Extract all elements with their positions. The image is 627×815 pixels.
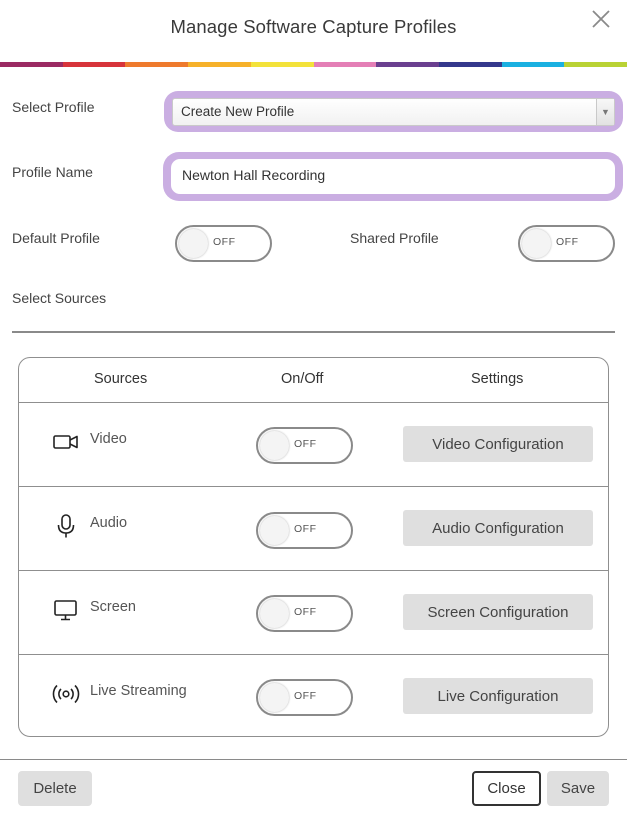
monitor-icon (52, 598, 80, 622)
table-row (19, 655, 608, 737)
dialog-header (0, 0, 627, 62)
live-streaming-toggle[interactable] (256, 679, 353, 716)
toggle-state: OFF (294, 438, 317, 450)
microphone-icon (52, 514, 80, 538)
profile-name-input[interactable]: Newton Hall Recording (171, 159, 615, 194)
footer-divider (0, 759, 627, 760)
stripe-segment (188, 62, 251, 67)
color-stripe (0, 62, 627, 67)
screen-toggle[interactable] (256, 595, 353, 632)
header-sources: Sources (94, 371, 148, 387)
section-divider (12, 331, 615, 333)
default-profile-label: Default Profile (12, 230, 100, 246)
close-button[interactable]: Close (472, 771, 541, 806)
toggle-state: OFF (294, 606, 317, 618)
select-profile-label: Select Profile (12, 99, 95, 115)
toggle-knob (260, 431, 289, 460)
profile-name-highlight (163, 152, 623, 201)
broadcast-icon (52, 682, 80, 706)
stripe-segment (502, 62, 565, 67)
stripe-segment (251, 62, 314, 67)
dialog-title: Manage Software Capture Profiles (170, 16, 457, 37)
audio-configuration-button[interactable]: Audio Configuration (403, 510, 593, 546)
select-profile-highlight (164, 91, 623, 132)
source-label: Live Streaming (90, 683, 187, 699)
source-label: Video (90, 431, 127, 447)
toggle-state: OFF (213, 236, 236, 248)
toggle-knob (522, 229, 551, 258)
shared-profile-label: Shared Profile (350, 230, 439, 246)
close-x-icon[interactable] (589, 7, 613, 31)
default-profile-toggle[interactable] (175, 225, 272, 262)
header-on-off: On/Off (281, 371, 324, 387)
video-toggle[interactable] (256, 427, 353, 464)
select-profile-value: Create New Profile (181, 104, 295, 119)
toggle-knob (260, 683, 289, 712)
stripe-segment (63, 62, 126, 67)
stripe-segment (0, 62, 63, 67)
dropdown-arrow-icon[interactable]: ▼ (596, 99, 614, 125)
toggle-state: OFF (294, 523, 317, 535)
source-label: Screen (90, 599, 136, 615)
live-configuration-button[interactable]: Live Configuration (403, 678, 593, 714)
select-profile-dropdown[interactable] (172, 98, 615, 126)
stripe-segment (376, 62, 439, 67)
toggle-knob (260, 599, 289, 628)
toggle-knob (260, 516, 289, 545)
table-row (19, 487, 608, 571)
save-button[interactable]: Save (547, 771, 609, 806)
video-camera-icon (52, 430, 80, 454)
stripe-segment (564, 62, 627, 67)
shared-profile-toggle[interactable] (518, 225, 615, 262)
header-settings: Settings (471, 371, 524, 387)
video-configuration-button[interactable]: Video Configuration (403, 426, 593, 462)
stripe-segment (314, 62, 377, 67)
audio-toggle[interactable] (256, 512, 353, 549)
toggle-state: OFF (556, 236, 579, 248)
source-label: Audio (90, 515, 128, 531)
toggle-state: OFF (294, 690, 317, 702)
profile-name-label: Profile Name (12, 164, 93, 180)
table-header (19, 358, 608, 403)
table-row (19, 403, 608, 487)
select-sources-label: Select Sources (12, 290, 107, 306)
stripe-segment (125, 62, 188, 67)
toggle-knob (179, 229, 208, 258)
sources-table (18, 357, 609, 737)
stripe-segment (439, 62, 502, 67)
screen-configuration-button[interactable]: Screen Configuration (403, 594, 593, 630)
delete-button[interactable]: Delete (18, 771, 92, 806)
table-row (19, 571, 608, 655)
